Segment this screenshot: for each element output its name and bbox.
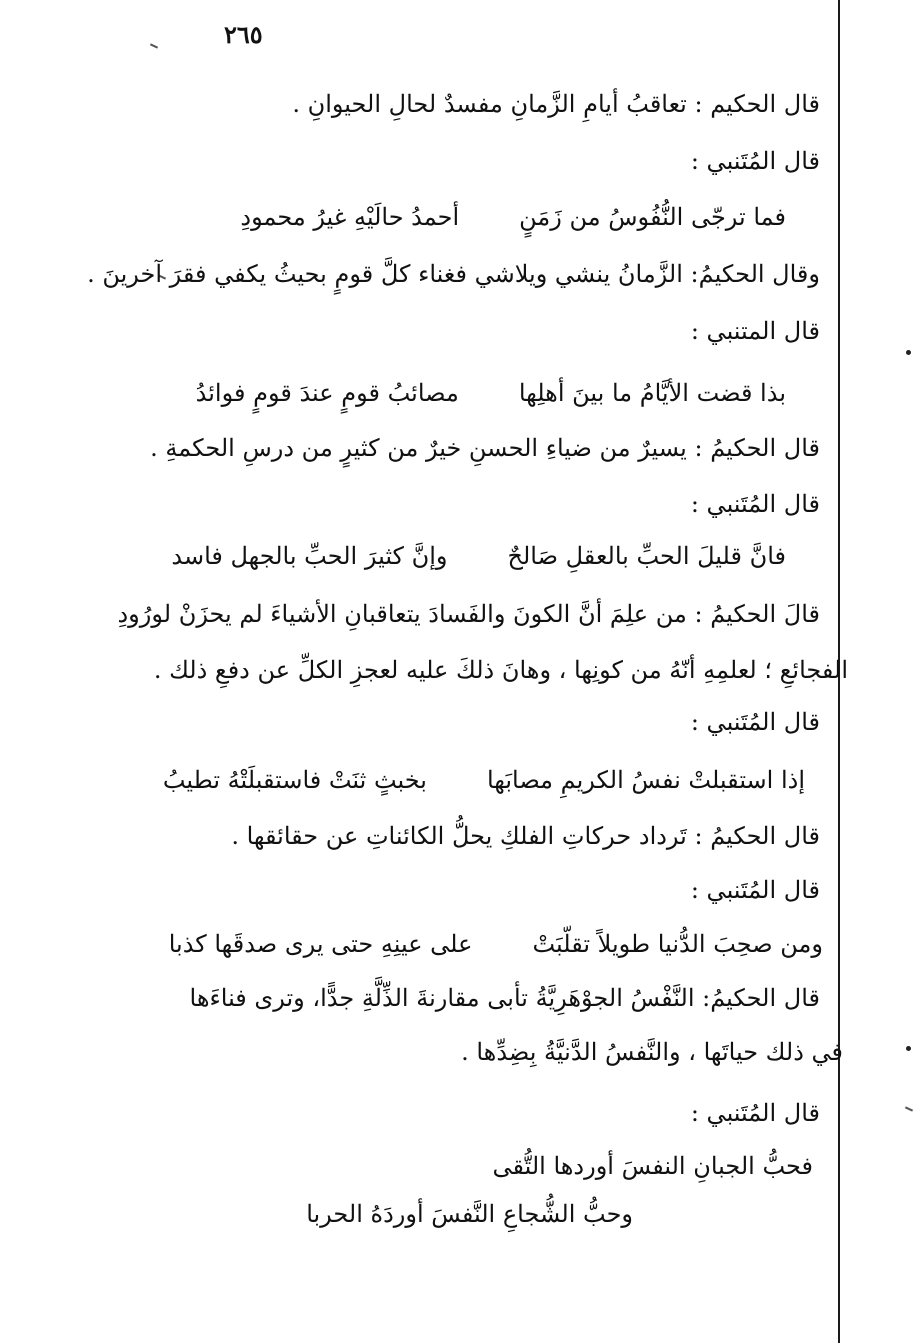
prose-line: قال الحكيمُ : يسيرٌ من ضياءِ الحسنِ خيرٌ من كثيرٍ من درسِ الحكمةِ .: [150, 434, 820, 462]
verse-hemistich-second: بخبثٍ ثنَتْ فاستقبلَتْهُ تطيبُ: [162, 766, 427, 794]
margin-dot: [906, 350, 911, 355]
speaker-label: قال المُتَنبي :: [690, 1099, 820, 1127]
verse-hemistich-first: فما ترجّى النُّفُوسُ من زَمَنٍ: [519, 203, 786, 231]
prose-line: قال الحكيمُ : تَرداد حركاتِ الفلكِ يحلُّ الكائناتِ عن حقائقها .: [231, 822, 820, 850]
verse-line: فحبُّ الجبانِ النفسَ أوردها التُّقى: [492, 1152, 813, 1180]
prose-line: وقال الحكيمُ: الزَّمانُ ينشي ويلاشي فغناء كلَّ قومٍ بحيثُ يكفي فقرَ آخرينَ .: [87, 260, 820, 288]
prose-line: قال الحكيم : تعاقبُ أيامِ الزَّمانِ مفسدٌ لحالِ الحيوانِ .: [292, 90, 820, 118]
verse-hemistich-first: ومن صحِبَ الدُّنيا طويلاً تقلّبَتْ: [532, 930, 823, 958]
prose-line: الفجائعِ ؛ لعلمِهِ أنّهُ من كونِها ، وهانَ ذلكَ عليه لعجزِ الكلِّ عن دفعِ ذلك .: [153, 656, 848, 684]
verse-hemistich-second: مصائبُ قومٍ عندَ قومٍ فوائدُ: [195, 379, 459, 407]
verse-hemistich-first: بذا قضت الأيَّامُ ما بينَ أهلِها: [518, 379, 786, 407]
verse-hemistich-second: وإنَّ كثيرَ الحبِّ بالجهل فاسد: [171, 542, 448, 570]
verse-hemistich-second: أحمدُ حالَيْهِ غيرُ محمودِ: [240, 203, 460, 231]
page-number: ٢٦٥: [224, 20, 263, 49]
margin-dot: [906, 1046, 911, 1051]
verse-hemistich-second: على عينِهِ حتى يرى صدقَها كذبا: [168, 930, 473, 958]
margin-mark: [150, 43, 158, 48]
verse-hemistich-first: إذا استقبلتْ نفسُ الكريمِ مصابَها: [486, 766, 805, 794]
prose-line: قال الحكيمُ: النَّفْسُ الجوْهَرِيَّةُ تأبى مقارنةَ الذِّلَّةِ جدًّا، وترى فناءَها: [189, 984, 820, 1012]
speaker-label: قال المتنبي :: [690, 317, 820, 345]
prose-line: في ذلك حياتَها ، والنَّفسُ الدَّنيَّةُ بِضِدِّها .: [461, 1038, 843, 1066]
verse-line: وحبُّ الشُّجاعِ النَّفسَ أوردَهُ الحربا: [306, 1200, 633, 1228]
verse-line: [163, 760, 805, 800]
verse-line: [171, 536, 786, 576]
speaker-label: قال المُتَنبي :: [690, 147, 820, 175]
verse-line: [169, 924, 823, 964]
speaker-label: قال المُتَنبي :: [690, 708, 820, 736]
prose-line: قالَ الحكيمُ : من علِمَ أنَّ الكونَ والفَسادَ يتعاقبانِ الأشياءَ لم يحزَنْ لورُودِ: [117, 600, 820, 628]
speaker-label: قال المُتَنبي :: [690, 876, 820, 904]
verse-hemistich-first: فانَّ قليلَ الحبِّ بالعقلِ صَالحٌ: [507, 542, 786, 570]
verse-line: [240, 197, 786, 237]
margin-mark: [905, 1106, 913, 1111]
verse-line: [196, 373, 786, 413]
speaker-label: قال المُتَنبي :: [690, 490, 820, 518]
